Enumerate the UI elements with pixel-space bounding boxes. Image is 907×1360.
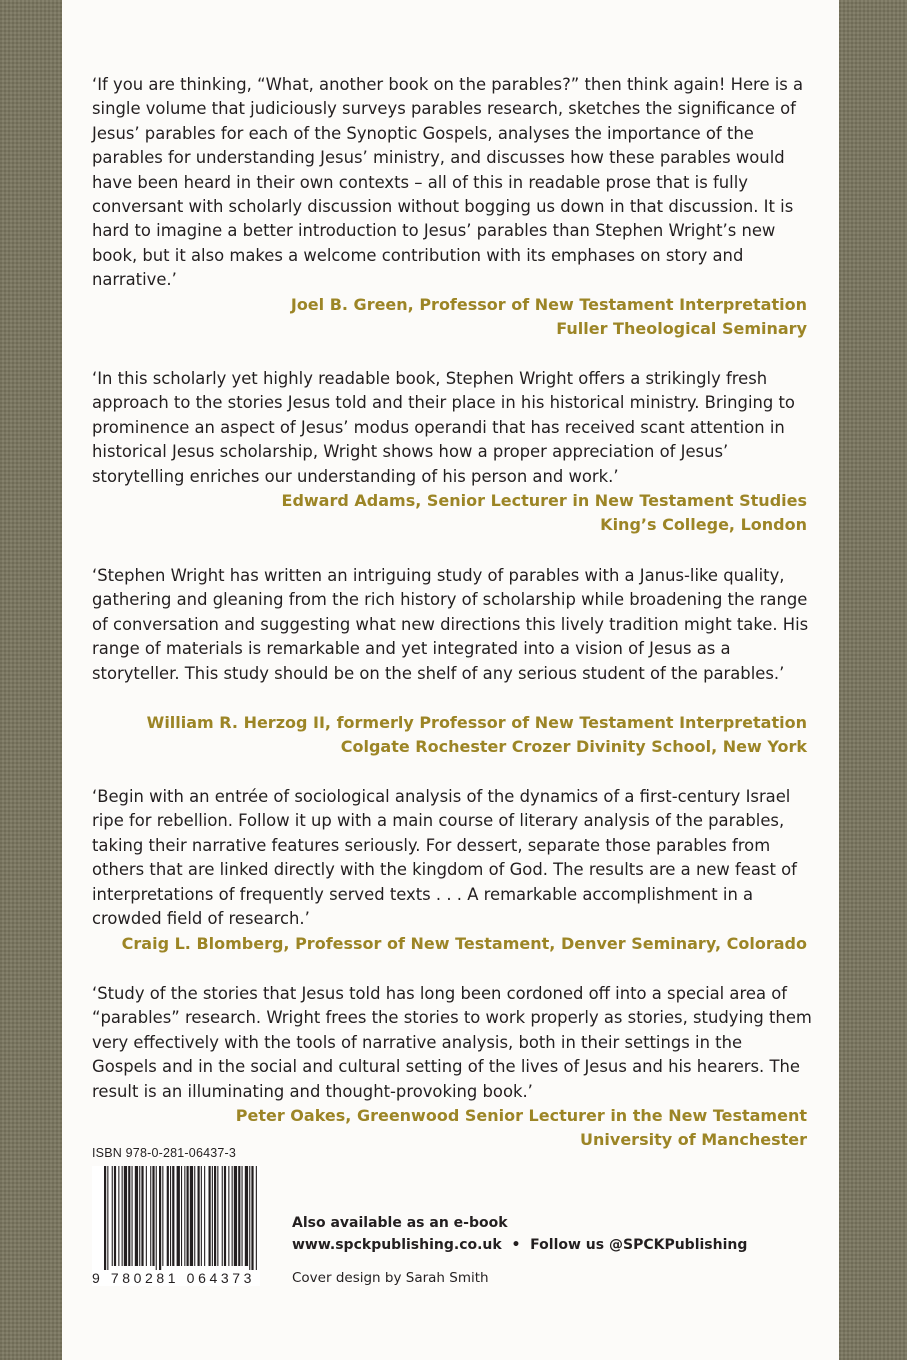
barcode-bar xyxy=(242,1166,243,1266)
isbn-label: ISBN 978-0-281-06437-3 xyxy=(92,1146,237,1160)
barcode-bar xyxy=(167,1166,169,1266)
barcode-bar xyxy=(139,1166,140,1266)
endorser-name: Peter Oakes, Greenwood Senior Lecturer in the New Testament xyxy=(235,1106,807,1125)
endorser-affiliation: Fuller Theological Seminary xyxy=(556,319,807,339)
endorsement-attribution-1 xyxy=(67,293,807,342)
barcode-bar xyxy=(156,1166,157,1274)
barcode-bar xyxy=(224,1166,226,1266)
barcode-bar xyxy=(209,1166,211,1266)
barcode-bar xyxy=(132,1166,133,1266)
barcode-bar xyxy=(118,1166,119,1266)
barcode-bar xyxy=(135,1166,138,1266)
barcode-bar xyxy=(245,1166,248,1266)
ebook-availability: Also available as an e-book xyxy=(292,1215,508,1231)
barcode-bar xyxy=(194,1166,195,1266)
barcode-bar xyxy=(249,1166,250,1274)
endorsement-attribution-2 xyxy=(67,489,807,538)
barcode-bar xyxy=(201,1166,202,1266)
barcode-bar xyxy=(256,1166,257,1274)
barcode-bar xyxy=(238,1166,240,1266)
barcode-bar xyxy=(222,1166,223,1266)
barcode-bar xyxy=(152,1166,154,1266)
barcode-number: 9 780281 064373 xyxy=(92,1270,260,1286)
endorser-affiliation: Colgate Rochester Crozer Divinity School, New York xyxy=(340,737,807,757)
endorsement-quote-1: ‘If you are thinking, “What, another book on the parables?” then think again! Here is a single volume that judiciously surveys parables research, sketches the significance of Jesus’ parables for each of the Synoptic Gospels, analyses the importance of the parables for understanding Jesus’ ministry, and discusses how these parables would have been heard in their own contexts – all of this in readable prose that is fully conversant with scholarly discussion without bogging us down in that discussion. It is hard to imagine a better introduction to Jesus’ parables than Stephen Wright’s new book, but it also makes a welcome contribution with its emphases on story and narrative.’ xyxy=(92,75,804,290)
barcode-bar xyxy=(190,1166,193,1266)
endorser-name: Edward Adams, Senior Lecturer in New Testament Studies xyxy=(281,491,807,510)
barcode-bar xyxy=(146,1166,147,1266)
barcode-bar xyxy=(112,1166,113,1266)
cloth-border-left xyxy=(0,0,62,1360)
endorser-affiliation: University of Manchester xyxy=(580,1130,807,1150)
barcode-bar xyxy=(124,1166,127,1266)
barcode-bar xyxy=(187,1166,189,1266)
barcode-bar xyxy=(141,1166,143,1266)
endorsement-quote-3: ‘Stephen Wright has written an intriguing study of parables with a Janus-like quality, gathering and gleaning from the rich history of scholarship while broadening the range of conversation and suggesting what new directions this lively tradition might take. His range of materials is remarkable and yet integrated into a vision of Jesus as a storyteller. This study should be on the shelf of any serious student of the parables.’ xyxy=(92,566,809,683)
barcode-bar xyxy=(228,1166,229,1266)
barcode-bar xyxy=(172,1166,174,1266)
isbn-barcode xyxy=(92,1166,260,1286)
endorser-name: Joel B. Green, Professor of New Testament Interpretation xyxy=(290,295,807,314)
endorser-affiliation: King’s College, London xyxy=(600,515,807,535)
endorser-name: Craig L. Blomberg, Professor of New Testament, Denver Seminary, Colorado xyxy=(121,934,807,953)
barcode-bar xyxy=(212,1166,213,1266)
barcode-bar xyxy=(181,1166,182,1266)
publisher-website-link[interactable]: www.spckpublishing.co.uk xyxy=(292,1237,502,1253)
barcode-bar xyxy=(107,1166,108,1274)
barcode-bar xyxy=(177,1166,180,1266)
back-cover-panel xyxy=(62,0,839,1360)
barcode-bars-graphic xyxy=(92,1166,260,1276)
barcode-bar xyxy=(232,1166,233,1266)
barcode-bar xyxy=(114,1166,116,1266)
endorsement-quote-2: ‘In this scholarly yet highly readable book, Stephen Wright offers a strikingly fresh approach to the stories Jesus told and their place in his historical ministry. Bringing to prominence an aspect of Jesus’ modus operandi that has received scant attention in historical Jesus scholarship, Wright shows how a proper appreciation of Jesus’ storytelling enriches our understanding of his person and work.’ xyxy=(92,369,795,486)
cloth-border-right xyxy=(839,0,907,1360)
cover-design-credit: Cover design by Sarah Smith xyxy=(292,1270,489,1286)
endorsement-attribution-3 xyxy=(67,711,807,760)
barcode-bar xyxy=(234,1166,237,1266)
barcode-bar xyxy=(150,1166,151,1266)
barcode-bar xyxy=(217,1166,218,1266)
barcode-bar xyxy=(198,1166,200,1266)
barcode-bar xyxy=(184,1166,185,1266)
endorsement-quote-4: ‘Begin with an entrée of sociological analysis of the dynamics of a first-century Israel ripe for rebellion. Follow it up with a main course of literary analysis of the parables, taking their narrative features seriously. For dessert, separate those parables from others that are linked directly with the kingdom of God. The results are a new feast of interpretations of frequently served texts . . . A remarkable accomplishment in a crowded field of research.’ xyxy=(92,787,797,929)
ebook-info xyxy=(292,1212,747,1256)
barcode-bar xyxy=(122,1166,123,1266)
barcode-bar xyxy=(104,1166,106,1274)
endorser-name: William R. Herzog II, formerly Professor of New Testament Interpretation xyxy=(146,713,807,732)
barcode-bar xyxy=(162,1166,163,1266)
social-follow-link[interactable]: Follow us @SPCKPublishing xyxy=(530,1237,748,1253)
endorsement-quote-5: ‘Study of the stories that Jesus told has long been cordoned off into a special area of “parables” research. Wright frees the stories to work properly as stories, studying them very effectively with the tools of narrative analysis, both in their settings in the Gospels and in the social and cultural setting of the lives of Jesus and his hearers. The result is an illuminating and thought-provoking book.’ xyxy=(92,984,812,1101)
barcode-bar xyxy=(204,1166,205,1266)
barcode-bar xyxy=(159,1166,161,1274)
barcode-bar xyxy=(214,1166,216,1266)
endorsement-attribution-4 xyxy=(67,932,807,956)
barcode-bar xyxy=(170,1166,171,1266)
bullet-separator: • xyxy=(511,1237,521,1253)
publisher-links xyxy=(292,1234,747,1256)
barcode-bar xyxy=(251,1166,253,1274)
barcode-bar xyxy=(128,1166,130,1266)
